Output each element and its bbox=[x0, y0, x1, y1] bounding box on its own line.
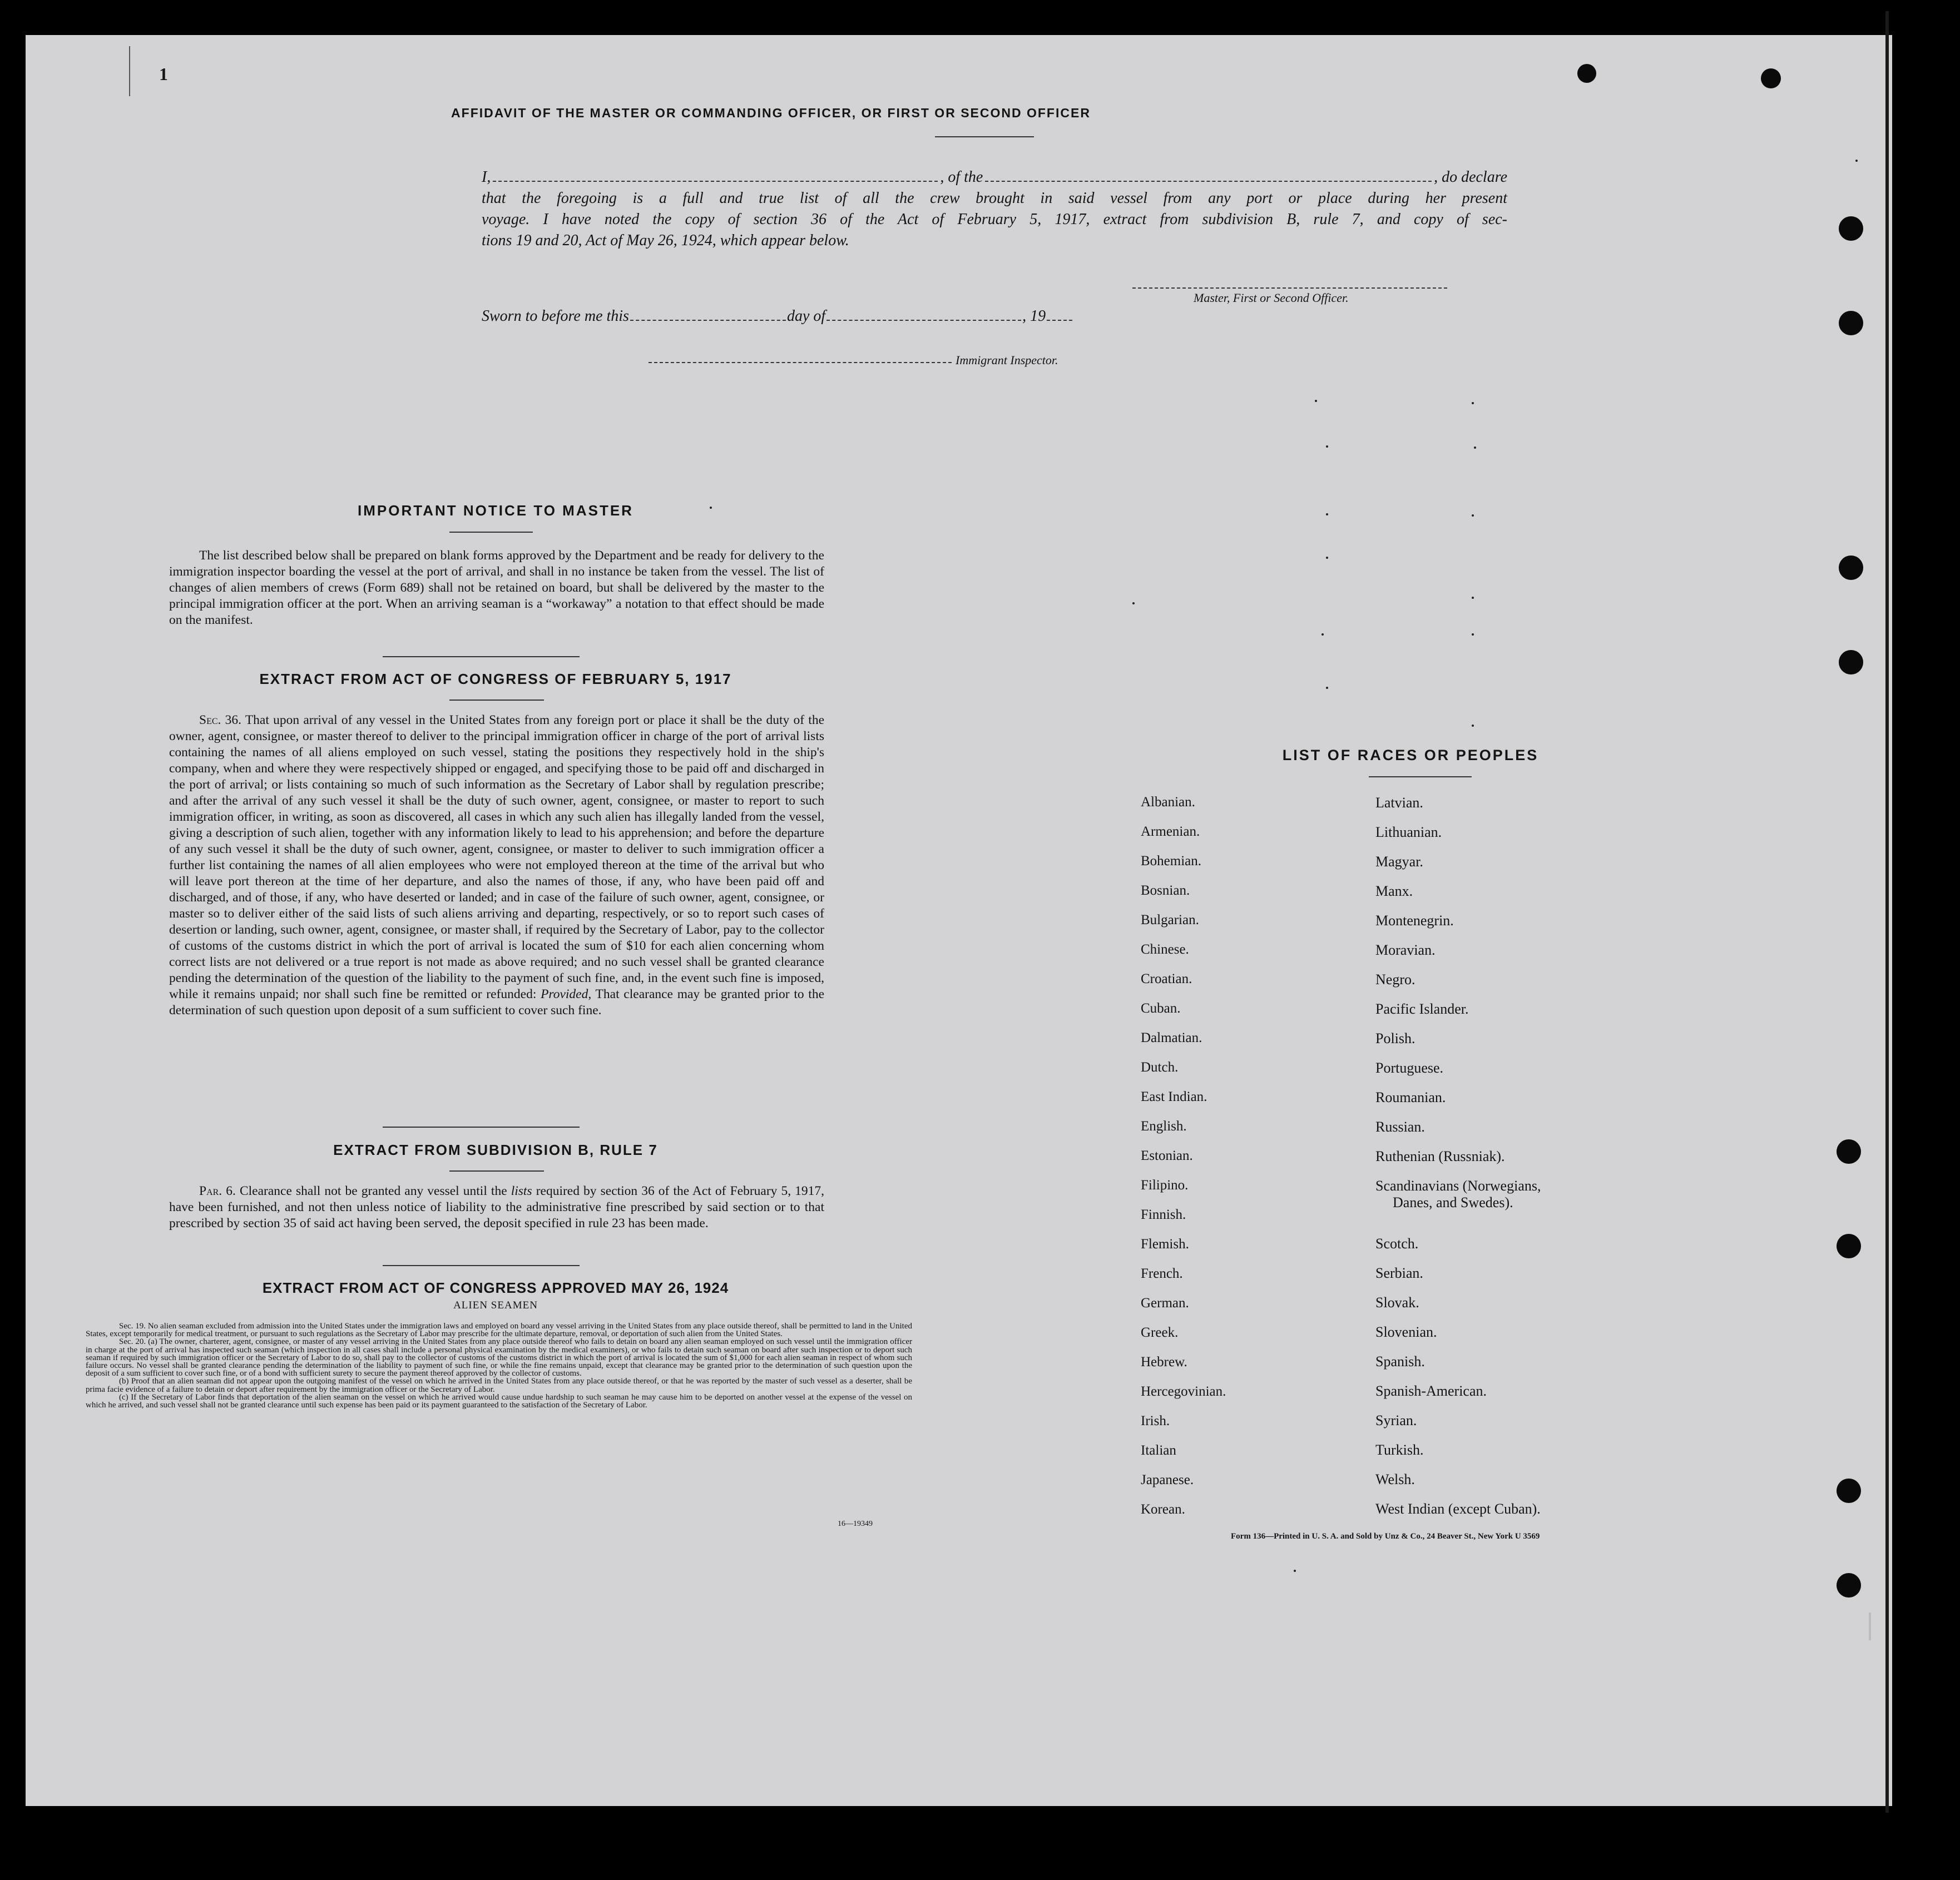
affidavit-heading: AFFIDAVIT OF THE MASTER OR COMMANDING OFFICER, OR FIRST OR SECOND OFFICER bbox=[451, 106, 1091, 120]
affidavit-declaration bbox=[482, 167, 1507, 251]
race-right: Lithuanian. bbox=[1375, 824, 1442, 840]
border-shadow bbox=[1885, 11, 1889, 1813]
rule7-heading: EXTRACT FROM SUBDIVISION B, RULE 7 bbox=[333, 1142, 658, 1158]
punch-hole bbox=[1761, 68, 1781, 88]
race-right: Pacific Islander. bbox=[1375, 1001, 1469, 1017]
race-left: Korean. bbox=[1141, 1502, 1185, 1517]
race-left: Chinese. bbox=[1141, 942, 1189, 957]
speck bbox=[1294, 1570, 1296, 1572]
race-left: Finnish. bbox=[1141, 1207, 1186, 1222]
race-right: Slovenian. bbox=[1375, 1324, 1437, 1340]
speck bbox=[1474, 447, 1476, 449]
sec20a-body: Sec. 20. (a) The owner, charterer, agent, consignee, or master of any vessel arriving in the United States from any place outside thereof who fails to detain on board any alien seaman employed on such vessel until the immigration officer in charge at the port of arrival has inspected such seaman (which inspection in all cases shall include a personal physical examination by the medical examiners), or who fails to detain such seaman on board after such inspection or to deport such seaman if required by such immigration officer or the Secretary of Labor to do so, shall pay to the collector of customs of the customs district in which the port of arrival is located the sum of $1,000 for each alien seaman in respect of whom such failure occurs. No vessel shall be granted clearance pending the determination of the liability to payment of such fine, or while the fine remains unpaid, except that clearance may be granted prior to the determination of such question upon the deposit of a sum sufficient to cover such fine, or of a bond with sufficient surety to secure the payment thereof approved by the collector of customs. bbox=[86, 1337, 912, 1378]
speck bbox=[1132, 602, 1135, 604]
print-code: 16—19349 bbox=[838, 1520, 873, 1528]
race-right: Spanish. bbox=[1375, 1353, 1425, 1370]
race-left: German. bbox=[1141, 1296, 1189, 1311]
race-left: Albanian. bbox=[1141, 795, 1195, 810]
speck bbox=[710, 507, 712, 509]
sec20c-body: (c) If the Secretary of Labor finds that deportation of the alien seaman on the vessel on which he arrived would cause undue hardship to such seaman he may cause him to be deported on another vessel at the expense of the vessel on which he arrived, and such vessel shall not be granted clearance until such expense has been paid or its payment guaranteed to the satisfaction of the Secretary of Labor. bbox=[86, 1392, 912, 1410]
par6-label: Par. 6. bbox=[199, 1184, 236, 1198]
notice-body: The list described below shall be prepared on blank forms approved by the Department and be ready for delivery to the immigration inspector boarding the vessel at the port of arrival, and shall in no instance be taken from the vessel. The list of changes of alien members of crews (Form 689) shall not be retained on board, but shall be delivered by the master to the principal immigration officer at the port. When an arriving seaman is a “workaway” a notation to that effect should be made on the manifest. bbox=[169, 548, 824, 627]
alien-seamen-subheading: ALIEN SEAMEN bbox=[453, 1299, 538, 1311]
race-right: Polish. bbox=[1375, 1030, 1415, 1046]
par6-text-b: required by section 36 of the Act of February 5, 1917, have been furnished, and not then unless notice of liability to the administrative fine prescribed by said section or to that prescribed by section 35 of said act having been served, the deposit specified in rule 23 has been made. bbox=[169, 1184, 825, 1231]
sworn-year-field[interactable] bbox=[1047, 320, 1072, 321]
race-left: English. bbox=[1141, 1119, 1187, 1134]
affidavit-of-the: , of the bbox=[940, 168, 983, 186]
vessel-field[interactable] bbox=[985, 181, 1432, 182]
punch-hole bbox=[1837, 1139, 1861, 1164]
speck bbox=[1326, 513, 1328, 515]
document-sheet bbox=[26, 35, 1892, 1806]
race-right: Scotch. bbox=[1375, 1236, 1419, 1252]
punch-hole bbox=[1837, 1234, 1861, 1258]
race-left: Hercegovinian. bbox=[1141, 1384, 1226, 1399]
heading-rule bbox=[1369, 776, 1472, 777]
sworn-day-of: day of bbox=[786, 307, 826, 325]
form-footer: Form 136—Printed in U. S. A. and Sold by Unz & Co., 24 Beaver St., New York U 3569 bbox=[1231, 1532, 1540, 1541]
race-right: Russian. bbox=[1375, 1119, 1425, 1135]
race-left: Cuban. bbox=[1141, 1001, 1181, 1016]
heading-rule bbox=[449, 1170, 544, 1172]
extract-1917-heading: EXTRACT FROM ACT OF CONGRESS OF FEBRUARY 5, 1917 bbox=[259, 671, 732, 687]
corner-scratch bbox=[129, 46, 130, 96]
sec36-label: Sec. 36. bbox=[199, 713, 241, 727]
race-left: Bulgarian. bbox=[1141, 912, 1199, 927]
race-left: Filipino. bbox=[1141, 1178, 1189, 1193]
speck bbox=[1315, 400, 1317, 402]
speck bbox=[1326, 445, 1328, 448]
sworn-day-field[interactable] bbox=[630, 320, 786, 321]
sworn-month-field[interactable] bbox=[826, 320, 1021, 321]
race-right: Portuguese. bbox=[1375, 1060, 1444, 1076]
page-number: 1 bbox=[159, 64, 168, 84]
rule7-body bbox=[169, 1183, 824, 1232]
race-right: Manx. bbox=[1375, 883, 1413, 899]
race-left: Armenian. bbox=[1141, 824, 1200, 839]
race-left: Bohemian. bbox=[1141, 854, 1202, 869]
race-left: Flemish. bbox=[1141, 1237, 1189, 1252]
race-right: Roumanian. bbox=[1375, 1089, 1446, 1105]
race-left: Italian bbox=[1141, 1443, 1176, 1458]
race-right: West Indian (except Cuban). bbox=[1375, 1501, 1541, 1517]
edge-mark bbox=[1869, 1613, 1871, 1640]
race-right: Negro. bbox=[1375, 971, 1415, 988]
race-left: Croatian. bbox=[1141, 971, 1192, 986]
race-right: Latvian. bbox=[1375, 795, 1423, 811]
race-left: Dutch. bbox=[1141, 1060, 1179, 1075]
sworn-line bbox=[482, 307, 1182, 325]
speck bbox=[1472, 402, 1474, 404]
par6-lists: lists bbox=[511, 1184, 532, 1198]
punch-hole bbox=[1839, 650, 1863, 674]
speck bbox=[1472, 633, 1474, 636]
speck bbox=[1326, 687, 1328, 689]
affidavit-do-declare: , do declare bbox=[1434, 168, 1507, 186]
heading-rule bbox=[935, 136, 1034, 137]
race-left: Greek. bbox=[1141, 1325, 1179, 1340]
affidavit-line-4: tions 19 and 20, Act of May 26, 1924, which appear below. bbox=[482, 232, 849, 249]
race-right: Welsh. bbox=[1375, 1471, 1415, 1487]
affidavit-i: I, bbox=[482, 168, 491, 186]
speck bbox=[1321, 633, 1324, 636]
punch-hole bbox=[1839, 311, 1863, 335]
race-right: Moravian. bbox=[1375, 942, 1436, 958]
section-divider bbox=[383, 1127, 580, 1128]
inspector-signature-field[interactable] bbox=[649, 362, 952, 363]
heading-rule bbox=[449, 700, 544, 701]
punch-hole bbox=[1837, 1573, 1861, 1598]
sec36-body bbox=[169, 712, 824, 1019]
punch-hole bbox=[1839, 216, 1863, 241]
affidavit-line-2: that the foregoing is a full and true list of all the crew brought in said vessel from any port or place during her present bbox=[482, 190, 1507, 207]
affidavit-line-3: voyage. I have noted the copy of section 36 of the Act of February 5, 1917, extract from subdivision B, rule 7, and copy of sec- bbox=[482, 211, 1507, 228]
sec36-text-end: That clearance may be granted prior to the determination of such question upon deposit of a sum sufficient to cover such fine. bbox=[169, 987, 825, 1018]
section-divider bbox=[383, 656, 580, 657]
race-left: Bosnian. bbox=[1141, 883, 1190, 898]
master-label: Master, First or Second Officer. bbox=[1194, 291, 1349, 305]
race-right: Ruthenian (Russniak). bbox=[1375, 1148, 1505, 1164]
race-right: Syrian. bbox=[1375, 1412, 1417, 1428]
speck bbox=[1472, 725, 1474, 727]
race-left: French. bbox=[1141, 1266, 1183, 1281]
race-left: Hebrew. bbox=[1141, 1355, 1187, 1370]
speck bbox=[1855, 160, 1858, 162]
par6-text-a: Clearance shall not be granted any vessel until the bbox=[239, 1184, 507, 1198]
sections-19-20 bbox=[86, 1322, 912, 1409]
sec36-text: That upon arrival of any vessel in the United States from any foreign port or place it shall be the duty of the owner, agent, consignee, or master thereof to deliver to the principal immigration officer in charge of the port of arrival lists containing the names of all aliens employed on such vessel, stating the positions they respectively hold in the ship's company, when and where they were respectively shipped or engaged, and specifying those to be paid off and discharged in the port of arrival; or lists containing so much of such information as the Secretary of Labor shall by regulation prescribe; and after the arrival of any such vessel it shall be the duty of such owner, agent, consignee, or master to report to such immigration officer, in writing, as soon as discovered, all cases in which any such alien has illegally landed from the vessel, giving a description of such alien, together with any information likely to lead to his apprehension; and before the departure of any such vessel it shall be the duty of such owner, agent, consignee, or master to deliver to such immigration officer a further list containing the names of all alien employees who were not employed thereon at the time of the arrival but who will leave port thereon at the time of her departure, and also the names of those, if any, who have been paid off and discharged, and of those, if any, who have deserted or landed; and in case of the failure of such owner, agent, consignee, or master so to deliver either of the said lists of such aliens arriving and departing, respectively, or so to report such cases of desertion or landing, such owner, agent, consignee, or master shall, if required by the Secretary of Labor, pay to the collector of customs of the customs district in which the port of arrival is located the sum of $10 for each alien concerning whom correct lists are not delivered or a true report is not made as above required; and no such vessel shall be granted clearance pending the determination of the question of the liability to the payment of such fine, and, in the event such fine is imposed, while it remains unpaid; nor shall such fine be remitted or refunded: bbox=[169, 713, 825, 1001]
sec20b-body: (b) Proof that an alien seaman did not appear upon the outgoing manifest of the vessel on which he arrived in the United States from any place outside thereof, or that he was reported by the master of such vessel as a deserter, shall be prima facie evidence of a failure to detain or deport after requirement by the immigration officer or the Secretary of Labor. bbox=[86, 1377, 912, 1394]
speck bbox=[1472, 597, 1474, 599]
race-right: Serbian. bbox=[1375, 1265, 1423, 1281]
speck bbox=[1326, 557, 1328, 559]
punch-hole bbox=[1837, 1479, 1861, 1503]
race-right: Danes, and Swedes). bbox=[1393, 1194, 1513, 1211]
race-right: Spanish-American. bbox=[1375, 1383, 1487, 1399]
race-left: Dalmatian. bbox=[1141, 1030, 1202, 1045]
sworn-text: Sworn to before me this bbox=[482, 307, 629, 325]
sec19-body: Sec. 19. No alien seaman excluded from admission into the United States under the immigration laws and employed on board any vessel arriving in the United States from any place outside thereof, shall be permitted to land in the United States, except temporarily for medical treatment, or pursuant to such regulations as the Secretary of Labor may prescribe for the ultimate departure, removal, or deportation of such alien from the United States. bbox=[86, 1322, 912, 1339]
heading-rule bbox=[449, 532, 533, 533]
extract-1924-heading: EXTRACT FROM ACT OF CONGRESS APPROVED MAY 26, 1924 bbox=[262, 1279, 729, 1296]
sworn-year: , 19 bbox=[1022, 307, 1046, 325]
race-left: Estonian. bbox=[1141, 1148, 1193, 1163]
race-right: Slovak. bbox=[1375, 1294, 1419, 1311]
section-divider bbox=[383, 1265, 580, 1266]
master-signature-field[interactable] bbox=[1132, 287, 1447, 289]
race-right: Scandinavians (Norwegians, bbox=[1375, 1178, 1541, 1194]
race-left: Japanese. bbox=[1141, 1472, 1194, 1487]
punch-hole bbox=[1577, 64, 1596, 83]
race-right: Turkish. bbox=[1375, 1442, 1424, 1458]
punch-hole bbox=[1839, 555, 1863, 580]
name-field[interactable] bbox=[493, 181, 938, 182]
race-right: Magyar. bbox=[1375, 854, 1423, 870]
races-heading: LIST OF RACES OR PEOPLES bbox=[1282, 747, 1539, 763]
inspector-label: Immigrant Inspector. bbox=[956, 353, 1058, 367]
notice-heading: IMPORTANT NOTICE TO MASTER bbox=[358, 502, 633, 519]
race-left: Irish. bbox=[1141, 1413, 1170, 1428]
race-left: East Indian. bbox=[1141, 1089, 1207, 1104]
race-right: Montenegrin. bbox=[1375, 912, 1454, 929]
sec36-provided: Provided, bbox=[541, 987, 592, 1001]
speck bbox=[1472, 514, 1474, 517]
